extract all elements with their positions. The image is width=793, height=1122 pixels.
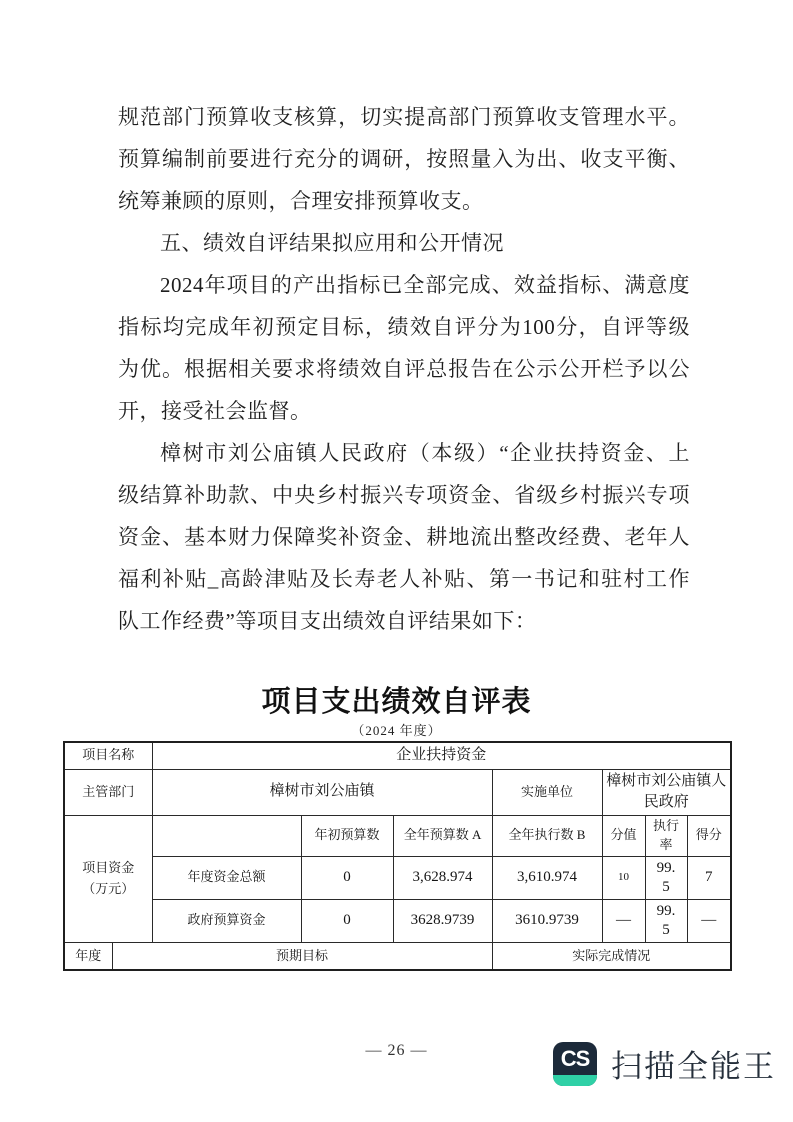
cs-icon-teal-strip — [553, 1075, 597, 1086]
cs-letters: CS — [560, 1045, 590, 1071]
body-line: 为优。根据相关要求将绩效自评总报告在公示公开栏予以公 — [118, 357, 690, 381]
table-subtitle: （2024 年度） — [351, 723, 442, 738]
body-line: 级结算补助款、中央乡村振兴专项资金、省级乡村振兴专项 — [118, 483, 690, 507]
cell-annual-budget: 3,628.974 — [393, 856, 492, 899]
cell-annual-exec: 3610.9739 — [492, 899, 602, 942]
evaluation-table — [63, 741, 732, 971]
exec-rate-value: 99.5 — [656, 859, 676, 895]
body-line: 樟树市刘公庙镇人民政府（本级）“企业扶持资金、上 — [160, 441, 690, 465]
dept-label: 主管部门 — [64, 769, 152, 816]
row-label-gov-budget: 政府预算资金 — [152, 899, 301, 942]
expected-target-label: 预期目标 — [112, 942, 492, 970]
cell-initial-budget: 0 — [301, 856, 393, 899]
project-name-label: 项目名称 — [64, 742, 152, 769]
dept-value: 樟树市刘公庙镇 — [152, 769, 492, 816]
impl-unit-value: 樟树市刘公庙镇人民政府 — [602, 769, 731, 816]
actual-completion-label: 实际完成情况 — [492, 942, 731, 970]
cell-exec-rate — [645, 856, 687, 899]
cell-initial-budget: 0 — [301, 899, 393, 942]
header-annual-exec: 全年执行数 B — [492, 816, 602, 857]
body-line: 预算编制前要进行充分的调研，按照量入为出、收支平衡、 — [118, 147, 690, 171]
header-initial-budget: 年初预算数 — [301, 816, 393, 857]
header-annual-budget: 全年预算数 A — [393, 816, 492, 857]
exec-rate-value: 99.5 — [656, 902, 676, 938]
body-line: 开，接受社会监督。 — [118, 399, 312, 423]
impl-unit-label: 实施单位 — [492, 769, 602, 816]
body-line: 统筹兼顾的原则，合理安排预算收支。 — [118, 189, 484, 213]
body-line-heading: 五、绩效自评结果拟应用和公开情况 — [160, 231, 504, 255]
cell-score-weight: 10 — [602, 856, 645, 899]
header-exec-rate: 执行率 — [645, 816, 687, 857]
project-name-value: 企业扶持资金 — [152, 742, 731, 769]
body-line: 队工作经费”等项目支出绩效自评结果如下： — [118, 609, 537, 633]
cell-score: — — [687, 899, 731, 942]
table-title: 项目支出绩效自评表 — [261, 686, 532, 718]
funds-label-line2: （万元） — [82, 880, 135, 896]
year-label: 年度 — [64, 942, 112, 970]
camscanner-brand-text: 扫描全能王 — [611, 1049, 776, 1084]
page-number: — 26 — — [365, 1042, 428, 1059]
table-row — [64, 899, 731, 942]
body-line: 资金、基本财力保障奖补资金、耕地流出整改经费、老年人 — [118, 525, 690, 549]
funds-label-line1: 项目资金 — [82, 860, 135, 876]
cell-exec-rate — [645, 899, 687, 942]
funds-row-label — [64, 816, 152, 943]
cell-annual-exec: 3,610.974 — [492, 856, 602, 899]
body-line: 规范部门预算收支核算，切实提高部门预算收支管理水平。 — [118, 105, 690, 129]
body-text-block — [118, 96, 690, 642]
header-score-weight: 分值 — [602, 816, 645, 857]
row-label-annual-total: 年度资金总额 — [152, 856, 301, 899]
cell-annual-budget: 3628.9739 — [393, 899, 492, 942]
body-line: 指标均完成年初预定目标，绩效自评分为100分，自评等级 — [118, 315, 690, 339]
body-line: 福利补贴_高龄津贴及长寿老人补贴、第一书记和驻村工作 — [118, 567, 690, 591]
cell-score-weight: — — [602, 899, 645, 942]
empty-cell — [152, 816, 301, 857]
body-line: 2024年项目的产出指标已全部完成、效益指标、满意度 — [160, 273, 690, 297]
camscanner-logo — [553, 1041, 776, 1086]
header-score: 得分 — [687, 816, 731, 857]
cell-score: 7 — [687, 856, 731, 899]
table-row — [64, 856, 731, 899]
camscanner-icon — [553, 1042, 597, 1086]
